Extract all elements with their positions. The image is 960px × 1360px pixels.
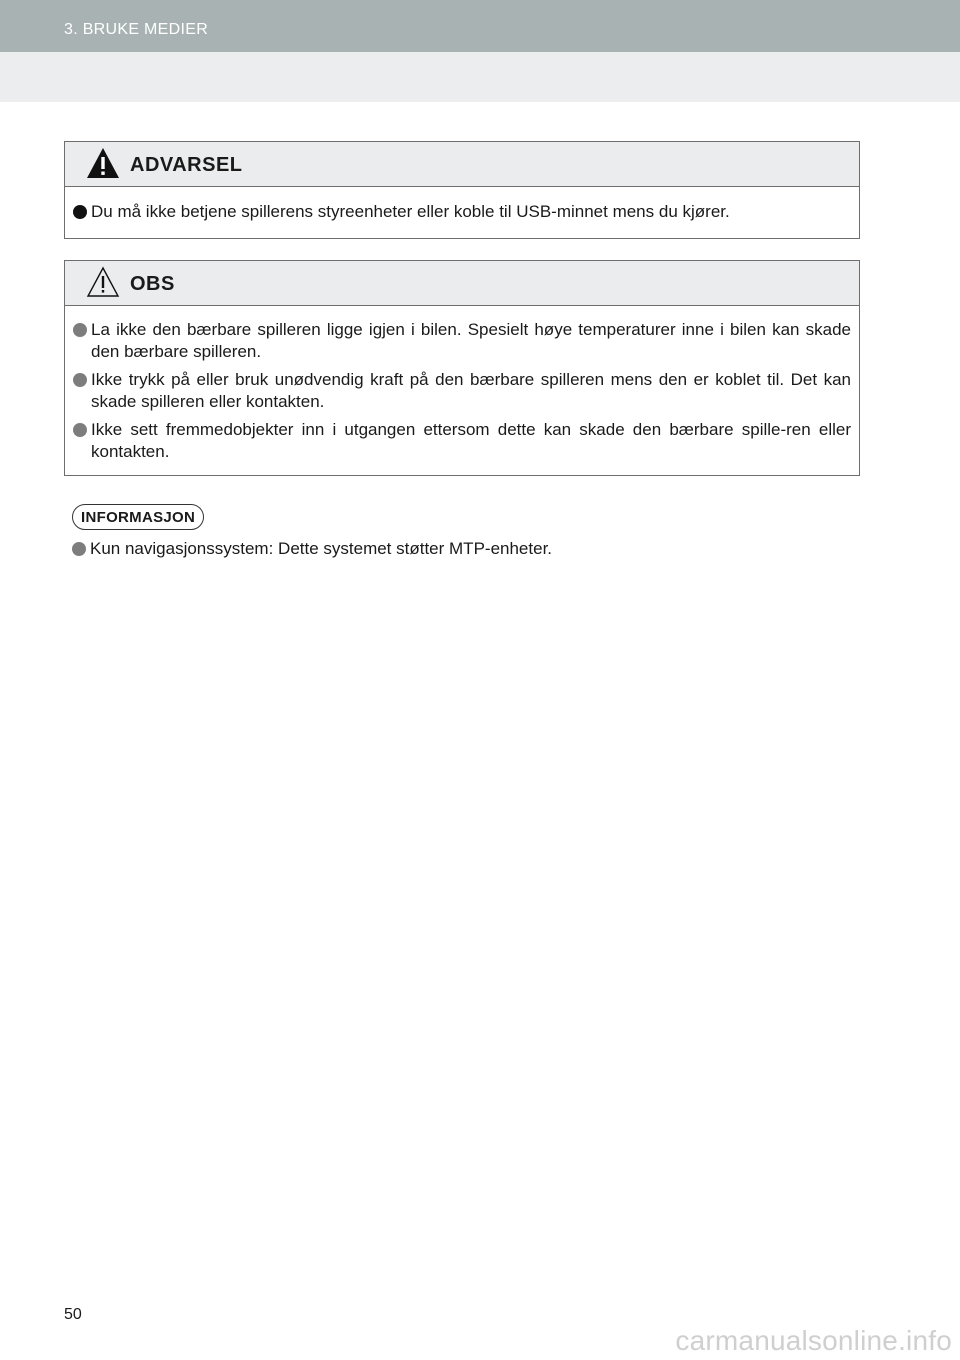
caution-body (65, 306, 859, 475)
header-subbar (0, 52, 960, 102)
bullet-dot-icon (72, 542, 86, 556)
caution-box-header (65, 261, 859, 306)
header-bar (0, 0, 960, 52)
bullet-dot-icon (73, 373, 87, 387)
caution-box (64, 260, 860, 476)
warning-box (64, 141, 860, 239)
list-item (73, 319, 851, 363)
watermark: carmanualsonline.info (675, 1325, 952, 1356)
section-title: 3. BRUKE MEDIER (64, 21, 209, 38)
warning-filled-icon (85, 146, 121, 180)
warning-text: Du må ikke betjene spillerens styreenheter eller koble til USB-minnet mens du kjører. (91, 202, 730, 221)
caution-text: La ikke den bærbare spilleren ligge igjen i bilen. Spesielt høye temperaturer inne i bilen kan skade den bærbare spilleren. (91, 320, 851, 361)
page-number: 50 (64, 1306, 82, 1323)
list-item (73, 419, 851, 463)
list-item (73, 369, 851, 413)
warning-box-header (65, 142, 859, 187)
information-badge: INFORMASJON (72, 504, 204, 530)
bullet-dot-icon (73, 323, 87, 337)
warning-body (65, 187, 859, 238)
bullet-dot-icon (73, 205, 87, 219)
caution-text: Ikke trykk på eller bruk unødvendig kraft på den bærbare spilleren mens den er koblet til. Det kan skade spilleren eller kontakten. (91, 370, 851, 411)
list-item (72, 538, 870, 560)
list-item (73, 201, 851, 223)
caution-text: Ikke sett fremmedobjekter inn i utgangen ettersom dette kan skade den bærbare spille-ren eller kontakten. (91, 420, 851, 461)
bullet-dot-icon (73, 423, 87, 437)
warning-title: ADVARSEL (130, 154, 243, 176)
warning-outline-icon (85, 265, 121, 299)
caution-title: OBS (130, 273, 175, 295)
information-text: Kun navigasjonssystem: Dette systemet støtter MTP-enheter. (90, 539, 553, 558)
